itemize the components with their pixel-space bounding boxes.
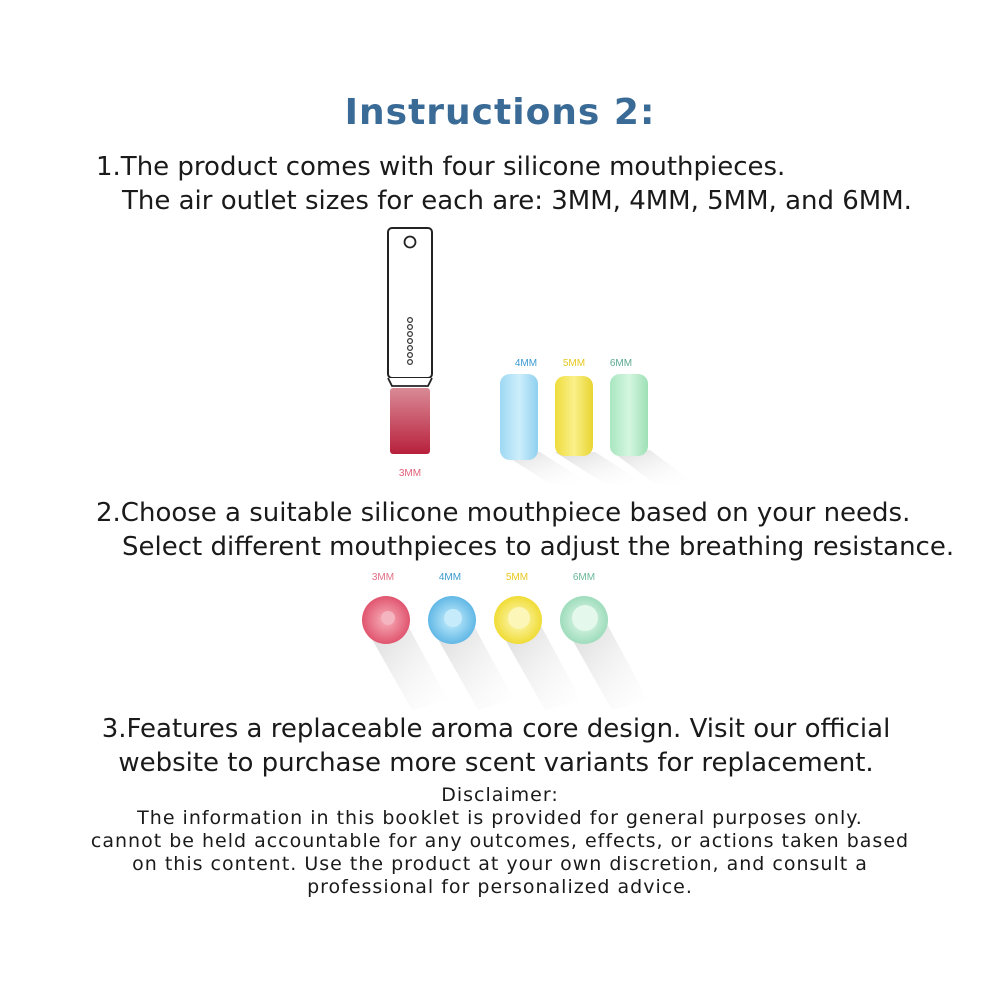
opening-4mm — [428, 596, 476, 644]
disclaimer-line-4: professional for personalized advice. — [307, 876, 693, 898]
opening-6mm — [560, 596, 608, 644]
step-3-line-2: website to purchase more scent variants for replacement. — [118, 748, 874, 778]
disclaimer-line-2: cannot be held accountable for any outcomes, effects, or actions taken based — [90, 830, 910, 852]
opening-label-4mm: 4MM — [438, 572, 462, 583]
opening-3mm — [362, 596, 410, 644]
label-4mm: 4MM — [514, 358, 538, 369]
instruction-step-1 — [96, 150, 976, 218]
disclaimer-line-1: The information in this booklet is provided for general purposes only. — [137, 807, 863, 829]
label-6mm: 6MM — [609, 358, 633, 369]
instruction-step-2 — [96, 496, 976, 564]
mouthpiece-3mm-attached — [390, 388, 430, 454]
device-mouthpieces-illustration — [340, 222, 700, 484]
mouthpiece-5mm — [555, 376, 593, 456]
mouthpiece-4mm — [500, 374, 538, 460]
disclaimer-heading: Disclaimer: — [441, 784, 559, 806]
label-5mm: 5MM — [562, 358, 586, 369]
page-title: Instructions 2: — [344, 92, 656, 133]
mouthpiece-openings-illustration — [350, 565, 650, 710]
instruction-step-3 — [96, 712, 896, 780]
aroma-device-icon — [388, 228, 432, 386]
step-2-line-1: 2.Choose a suitable silicone mouthpiece based on your needs. — [96, 498, 911, 528]
step-1-line-2: The air outlet sizes for each are: 3MM, 4MM, 5MM, and 6MM. — [122, 186, 912, 216]
label-3mm: 3MM — [398, 468, 422, 479]
opening-5mm — [494, 596, 542, 644]
opening-label-6mm: 6MM — [572, 572, 596, 583]
step-1-line-1: 1.The product comes with four silicone mouthpieces. — [96, 152, 786, 182]
mouthpiece-6mm — [610, 374, 648, 456]
step-3-line-1: 3.Features a replaceable aroma core design. Visit our official — [101, 714, 891, 744]
step-2-line-2: Select different mouthpieces to adjust the breathing resistance. — [122, 532, 955, 562]
disclaimer-line-3: on this content. Use the product at your own discretion, and consult a — [132, 853, 868, 875]
opening-label-5mm: 5MM — [505, 572, 529, 583]
opening-label-3mm: 3MM — [371, 572, 395, 583]
disclaimer — [80, 784, 920, 899]
